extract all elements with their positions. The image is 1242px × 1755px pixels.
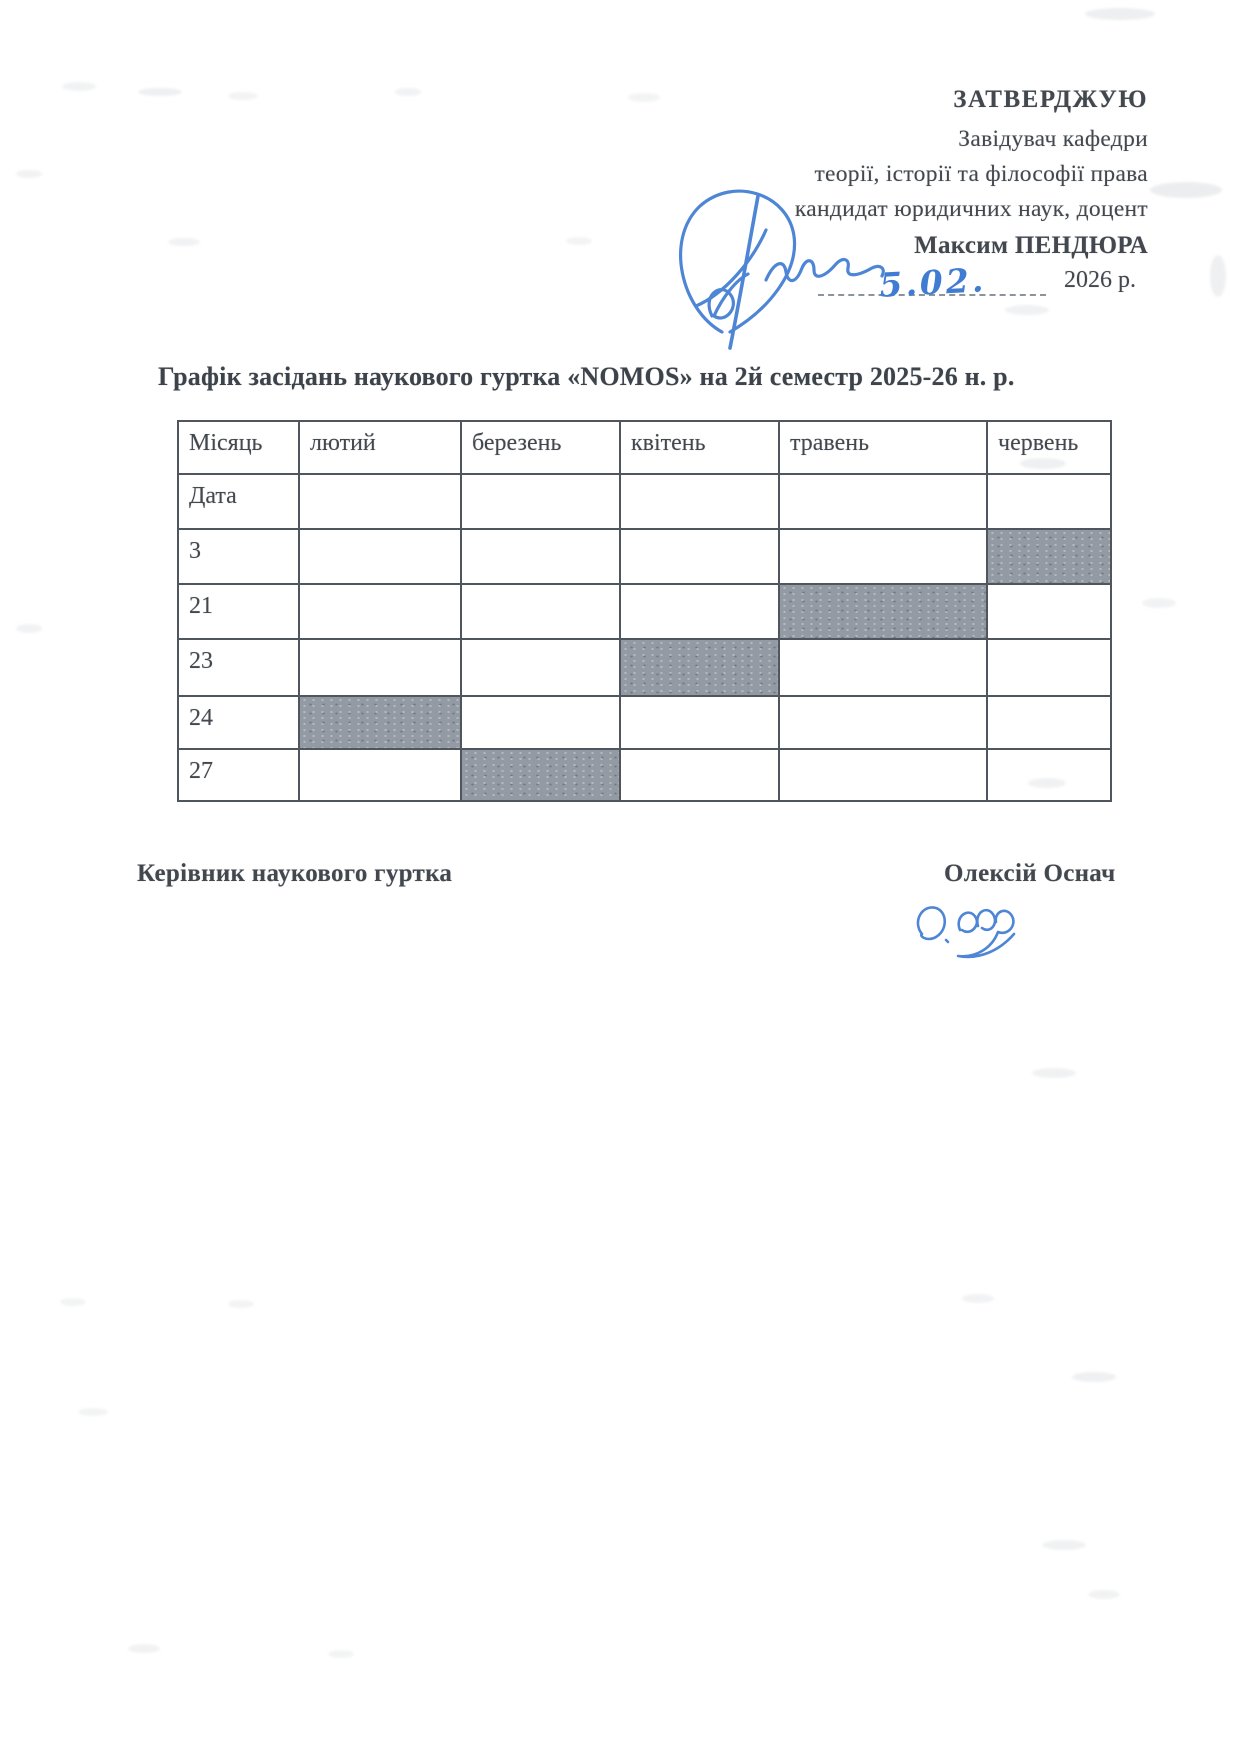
date-cell: 3: [178, 529, 299, 584]
scan-artifact: [1142, 598, 1176, 608]
approval-heading: ЗАТВЕРДЖУЮ: [953, 86, 1148, 113]
scan-artifact: [1088, 1590, 1120, 1599]
scan-artifact: [1042, 1540, 1086, 1550]
month-cell-june: червень: [987, 421, 1111, 474]
meeting-cell: [779, 639, 987, 696]
scan-artifact: [78, 1408, 108, 1416]
scan-artifact: [962, 1294, 994, 1303]
meeting-cell: [620, 639, 779, 696]
approval-year: 2026 р.: [1064, 267, 1136, 293]
scan-artifact: [1032, 1068, 1076, 1078]
meeting-cell: [620, 584, 779, 639]
month-cell-may: травень: [779, 421, 987, 474]
date-cell: 23: [178, 639, 299, 696]
date-header-cell: Дата: [178, 474, 299, 529]
meeting-cell: [987, 529, 1111, 584]
scan-artifact: [16, 624, 42, 633]
meeting-cell: [987, 749, 1111, 801]
table-header-row: [178, 421, 1111, 474]
meeting-cell: [299, 584, 461, 639]
meeting-cell: [620, 696, 779, 749]
scan-artifact: [62, 82, 96, 91]
meeting-cell: [299, 529, 461, 584]
meeting-cell: [299, 639, 461, 696]
leader-name: Олексій Оснач: [944, 860, 1116, 887]
table-row: [178, 639, 1111, 696]
meeting-cell: [461, 639, 620, 696]
approval-line-degree: кандидат юридичних наук, доцент: [794, 196, 1148, 222]
table-row: [178, 584, 1111, 639]
date-underline: [818, 256, 1046, 305]
scan-artifact: [628, 93, 660, 102]
scan-artifact: [395, 88, 421, 96]
scan-artifact: [1150, 182, 1222, 198]
scan-artifact: [228, 1300, 254, 1308]
meeting-cell: [779, 696, 987, 749]
empty-cell: [620, 474, 779, 529]
approval-line-department: Завідувач кафедри: [958, 126, 1148, 152]
scan-artifact: [60, 1298, 86, 1306]
meeting-cell: [461, 749, 620, 801]
scan-artifact: [128, 1644, 160, 1653]
handwritten-date: 5.02.: [877, 260, 987, 305]
scan-artifact: [16, 170, 42, 178]
empty-cell: [987, 474, 1111, 529]
scan-artifact: [1085, 8, 1155, 20]
scan-artifact: [328, 1650, 354, 1658]
table-row: [178, 696, 1111, 749]
table-row: [178, 529, 1111, 584]
schedule-table: [177, 420, 1112, 802]
document-title: Графік засідань наукового гуртка «NOMOS» на 2й семестр 2025-26 н. р.: [158, 362, 1015, 391]
month-header-cell: Місяць: [178, 421, 299, 474]
date-cell: 27: [178, 749, 299, 801]
meeting-cell: [461, 584, 620, 639]
meeting-cell: [461, 529, 620, 584]
date-cell: 21: [178, 584, 299, 639]
meeting-cell: [779, 584, 987, 639]
date-cell: 24: [178, 696, 299, 749]
meeting-cell: [987, 584, 1111, 639]
meeting-cell: [299, 696, 461, 749]
scan-artifact: [228, 92, 258, 100]
meeting-cell: [461, 696, 620, 749]
leader-signature-ink: [892, 892, 1027, 970]
scan-artifact: [566, 237, 592, 245]
date-header-row: [178, 474, 1111, 529]
table-row: [178, 749, 1111, 801]
meeting-cell: [299, 749, 461, 801]
scan-artifact: [1072, 1372, 1116, 1382]
month-cell-april: квітень: [620, 421, 779, 474]
scan-artifact: [1020, 458, 1066, 469]
meeting-cell: [620, 529, 779, 584]
meeting-cell: [779, 529, 987, 584]
meeting-cell: [779, 749, 987, 801]
approval-line-chair: теорії, історії та філософії права: [814, 161, 1148, 187]
approval-date-row: [818, 256, 1136, 305]
meeting-cell: [620, 749, 779, 801]
meeting-cell: [987, 696, 1111, 749]
empty-cell: [461, 474, 620, 529]
empty-cell: [779, 474, 987, 529]
scan-artifact: [1028, 778, 1066, 788]
empty-cell: [299, 474, 461, 529]
scan-artifact: [138, 88, 182, 96]
month-cell-february: лютий: [299, 421, 461, 474]
scan-artifact: [1005, 305, 1049, 315]
scan-artifact: [1210, 255, 1226, 297]
scan-artifact: [168, 238, 200, 246]
month-cell-march: березень: [461, 421, 620, 474]
meeting-cell: [987, 639, 1111, 696]
approver-name: Максим ПЕНДЮРА: [914, 232, 1148, 259]
leader-role-label: Керівник наукового гуртка: [137, 860, 453, 887]
